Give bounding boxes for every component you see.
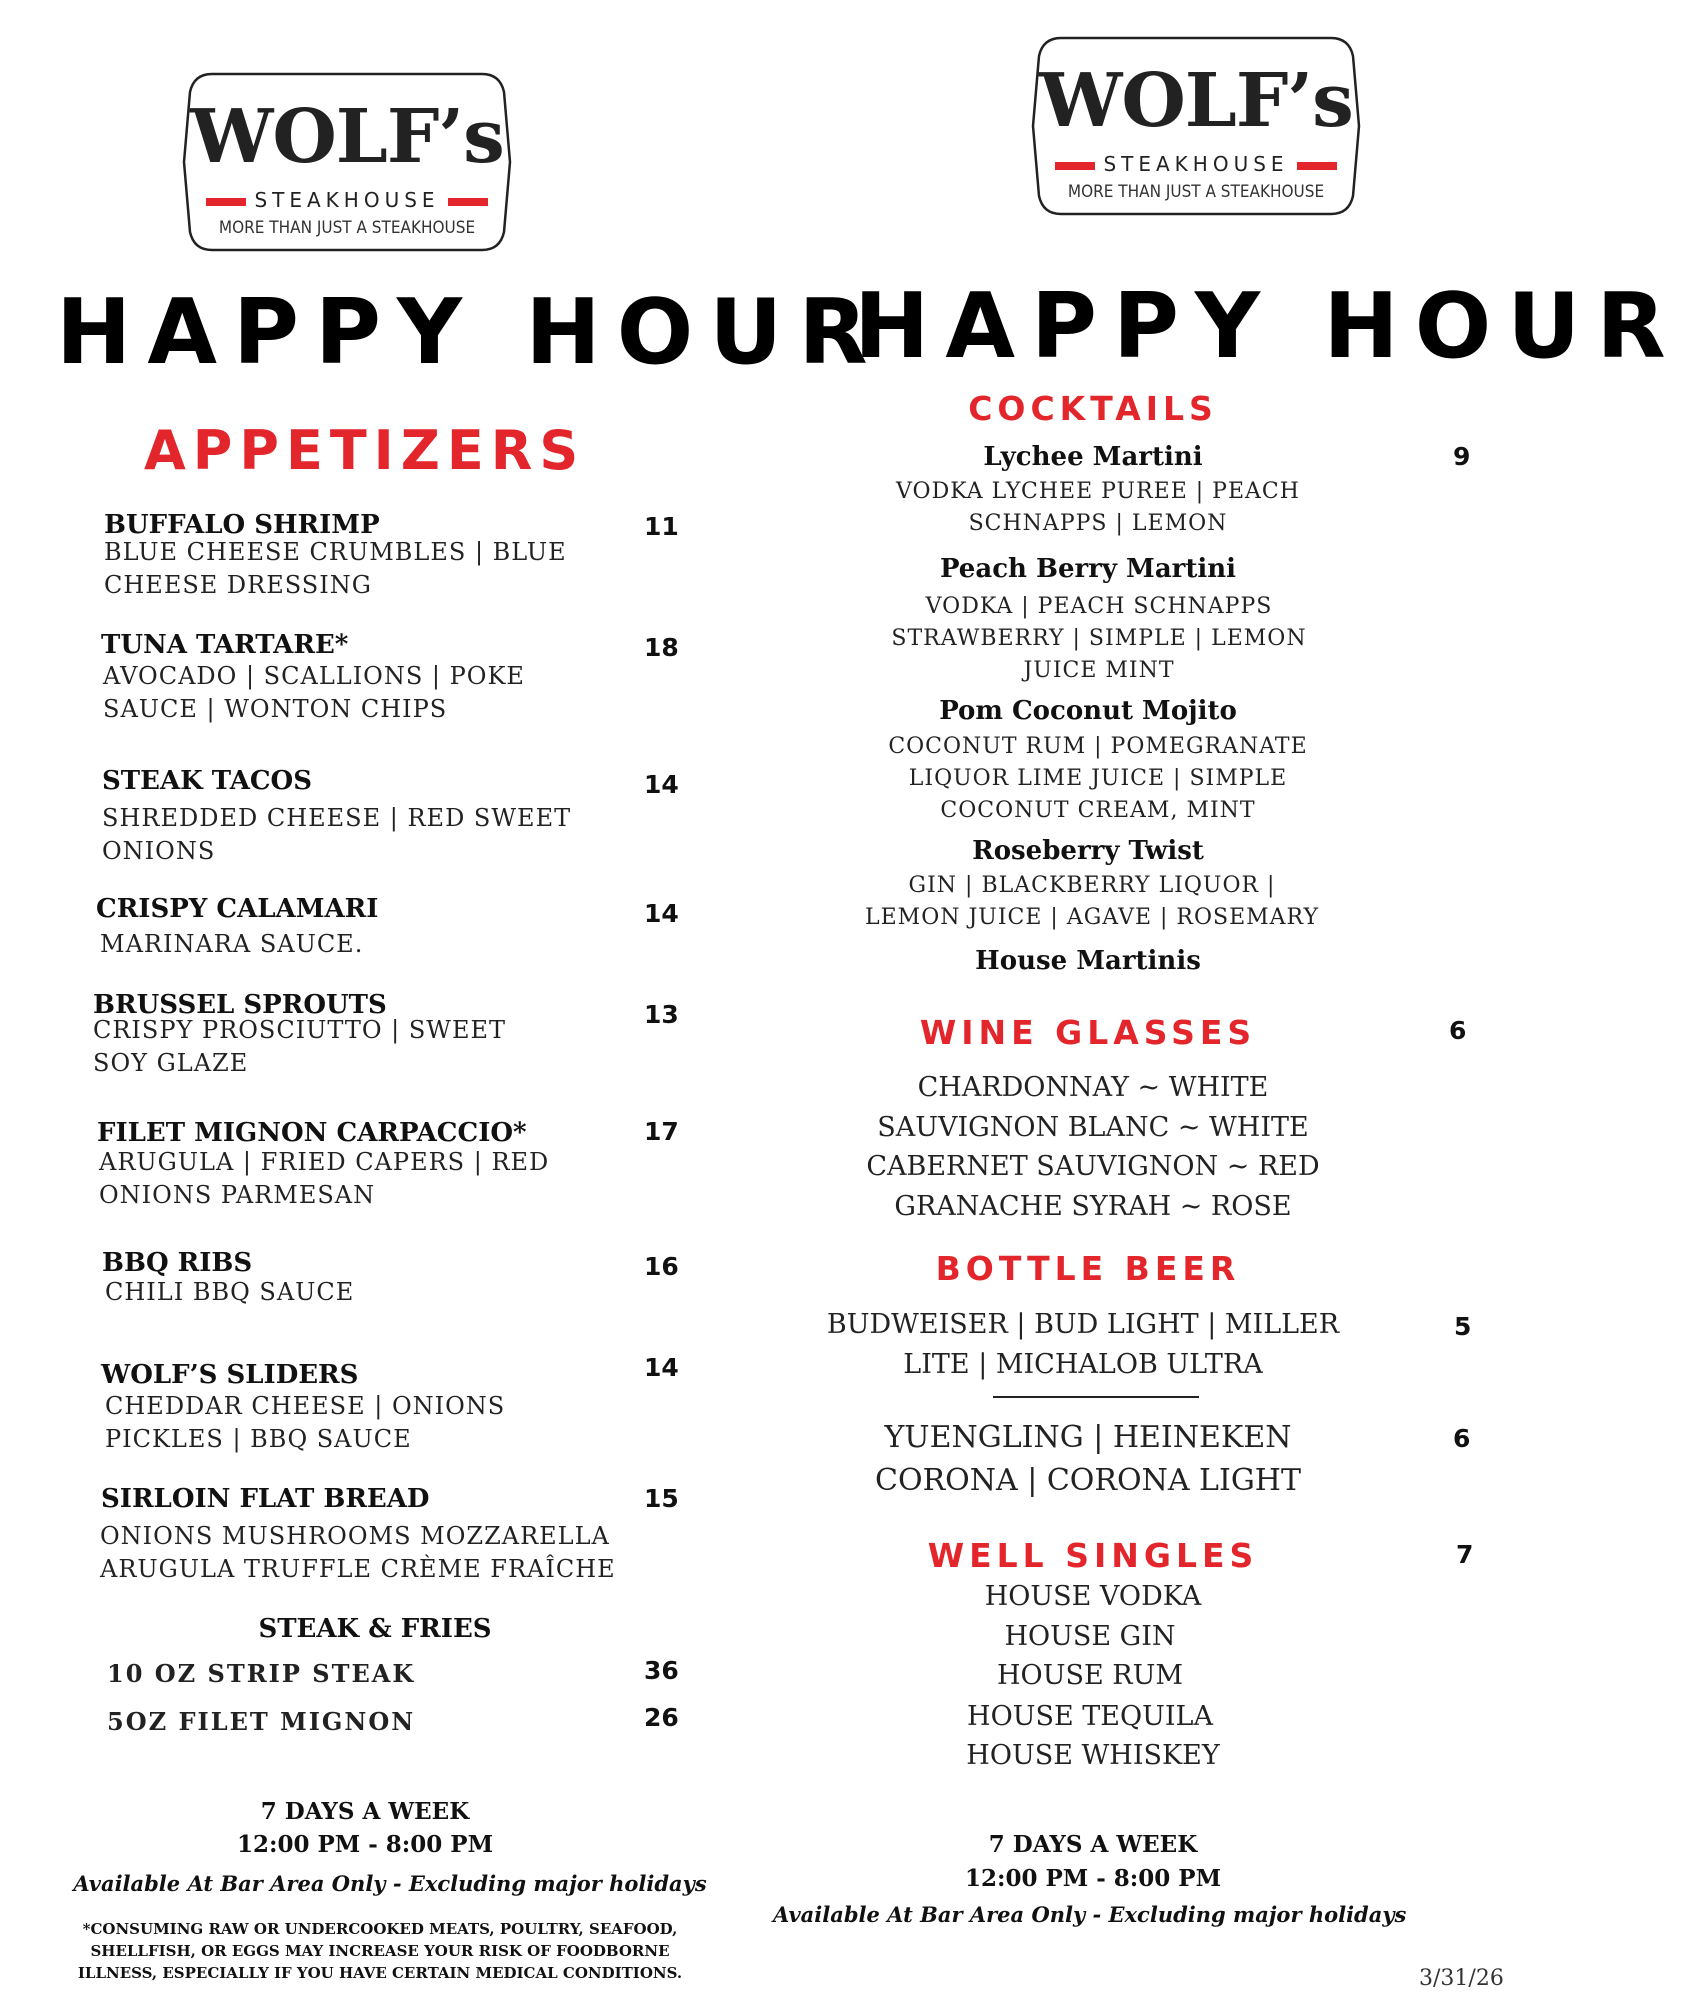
wine-item: CABERNET SAUVIGNON ~ RED	[866, 1151, 1320, 1182]
beer-price: 6	[1453, 1424, 1471, 1453]
steak-item-name: 10 OZ STRIP STEAK	[107, 1659, 416, 1688]
wine-item: GRANACHE SYRAH ~ ROSE	[894, 1191, 1292, 1222]
menu-item-name: FILET MIGNON CARPACCIO*	[97, 1118, 527, 1148]
menu-item-price: 14	[644, 770, 679, 799]
footer-hours: 12:00 PM - 8:00 PM	[964, 1865, 1222, 1892]
menu-item-price: 11	[644, 512, 679, 541]
beer-line: CORONA | CORONA LIGHT	[875, 1463, 1301, 1498]
menu-item-price: 18	[644, 633, 679, 662]
page-title: HAPPY HOUR	[56, 280, 884, 385]
beer-price: 5	[1454, 1312, 1472, 1341]
logo-tagline: MORE THAN JUST A STEAKHOUSE	[1067, 182, 1325, 202]
well-item: HOUSE TEQUILA	[967, 1701, 1213, 1732]
menu-item-name: WOLF’S SLIDERS	[101, 1360, 359, 1390]
menu-item-price: 16	[644, 1252, 679, 1281]
menu-item-description: CHILI BBQ SAUCE	[105, 1278, 355, 1306]
menu-item-name: STEAK TACOS	[102, 766, 312, 796]
menu-item-description: AVOCADO | SCALLIONS | POKE SAUCE | WONTON CHIPS	[103, 662, 525, 723]
well-item: HOUSE GIN	[1004, 1621, 1176, 1652]
steak-item-name: 5OZ FILET MIGNON	[107, 1707, 416, 1736]
raw-food-disclaimer: *CONSUMING RAW OR UNDERCOOKED MEATS, POULTRY, SEAFOOD, SHELLFISH, OR EGGS MAY INCREASE YOUR RISK OF FOODBORNE ILLNESS, ESPECIALLY IF YOU HAVE CERTAIN MEDICAL CONDITIONS.	[77, 1920, 683, 1982]
cocktail-description: COCONUT RUM | POMEGRANATE LIQUOR LIME JUICE | SIMPLE COCONUT CREAM, MINT	[888, 734, 1308, 823]
section-heading-well-singles: WELL SINGLES	[927, 1536, 1259, 1575]
steak-fries-heading: STEAK & FRIES	[258, 1614, 492, 1644]
menu-item-description: CRISPY PROSCIUTTO | SWEET SOY GLAZE	[93, 1016, 507, 1077]
cocktail-name: Pom Coconut Mojito	[939, 696, 1237, 726]
menu-item-price: 17	[644, 1117, 679, 1146]
cocktail-name: Roseberry Twist	[972, 836, 1204, 866]
menu-item-price: 15	[644, 1484, 679, 1513]
restaurant-logo	[182, 72, 512, 252]
beer-line: BUDWEISER | BUD LIGHT | MILLER	[826, 1309, 1340, 1340]
menu-item-description: MARINARA SAUCE.	[100, 930, 364, 958]
cocktail-name: House Martinis	[975, 946, 1201, 976]
menu-item-price: 13	[644, 1000, 679, 1029]
well-price: 7	[1456, 1540, 1474, 1569]
menu-item-description: SHREDDED CHEESE | RED SWEET ONIONS	[102, 804, 572, 865]
footer-hours: 12:00 PM - 8:00 PM	[236, 1831, 494, 1858]
well-item: HOUSE RUM	[997, 1660, 1183, 1691]
cocktails-price: 9	[1453, 442, 1471, 471]
menu-item-price: 14	[644, 899, 679, 928]
menu-item-description: ARUGULA | FRIED CAPERS | RED ONIONS PARMESAN	[99, 1148, 550, 1209]
cocktail-description: VODKA | PEACH SCHNAPPS STRAWBERRY | SIMPLE | LEMON JUICE MINT	[891, 594, 1307, 683]
page-title: HAPPY HOUR	[854, 274, 1682, 379]
well-item: HOUSE VODKA	[984, 1581, 1202, 1612]
menu-item-name: BUFFALO SHRIMP	[104, 510, 380, 540]
menu-item-price: 14	[644, 1353, 679, 1382]
logo-subtitle: STEAKHOUSE	[182, 190, 512, 210]
logo-name: WOLF’s	[190, 94, 504, 180]
steak-item-price: 36	[644, 1656, 679, 1685]
menu-item-name: CRISPY CALAMARI	[96, 894, 379, 924]
logo-subtitle: STEAKHOUSE	[1031, 154, 1361, 174]
section-heading-wine: WINE GLASSES	[919, 1013, 1257, 1052]
menu-date: 3/31/26	[1419, 1966, 1504, 1991]
menu-item-description: BLUE CHEESE CRUMBLES | BLUE CHEESE DRESSING	[104, 538, 567, 599]
footer-availability-note: Available At Bar Area Only - Excluding major holidays	[773, 1902, 1407, 1927]
menu-item-name: TUNA TARTARE*	[101, 630, 349, 660]
section-heading-beer: BOTTLE BEER	[935, 1249, 1241, 1288]
section-heading-cocktails: COCKTAILS	[968, 389, 1218, 428]
footer-availability-note: Available At Bar Area Only - Excluding major holidays	[73, 1871, 707, 1896]
well-item: HOUSE WHISKEY	[966, 1740, 1220, 1771]
menu-item-description: ONIONS MUSHROOMS MOZZARELLA ARUGULA TRUFFLE CRÈME FRAÎCHE	[100, 1522, 616, 1583]
section-heading-appetizers: APPETIZERS	[144, 419, 586, 482]
logo-tagline: MORE THAN JUST A STEAKHOUSE	[218, 218, 476, 238]
cocktail-description: GIN | BLACKBERRY LIQUOR | LEMON JUICE | AGAVE | ROSEMARY	[865, 873, 1319, 930]
cocktail-description: VODKA LYCHEE PUREE | PEACH SCHNAPPS | LEMON	[896, 479, 1300, 536]
footer-days: 7 DAYS A WEEK	[988, 1831, 1198, 1858]
cocktail-name: Lychee Martini	[983, 442, 1203, 472]
menu-item-description: CHEDDAR CHEESE | ONIONS PICKLES | BBQ SAUCE	[105, 1392, 506, 1453]
beer-line: LITE | MICHALOB ULTRA	[903, 1349, 1263, 1380]
wine-price: 6	[1449, 1016, 1467, 1045]
menu-item-name: BRUSSEL SPROUTS	[93, 990, 387, 1020]
beer-divider	[993, 1396, 1199, 1398]
cocktail-name: Peach Berry Martini	[939, 554, 1237, 584]
menu-item-name: SIRLOIN FLAT BREAD	[101, 1484, 430, 1514]
logo-name: WOLF’s	[1039, 58, 1353, 144]
steak-item-price: 26	[644, 1703, 679, 1732]
wine-item: SAUVIGNON BLANC ~ WHITE	[877, 1112, 1309, 1143]
footer-days: 7 DAYS A WEEK	[260, 1798, 470, 1825]
menu-item-name: BBQ RIBS	[102, 1248, 253, 1278]
wine-item: CHARDONNAY ~ WHITE	[917, 1072, 1269, 1103]
restaurant-logo	[1031, 36, 1361, 216]
beer-line: YUENGLING | HEINEKEN	[884, 1420, 1292, 1455]
